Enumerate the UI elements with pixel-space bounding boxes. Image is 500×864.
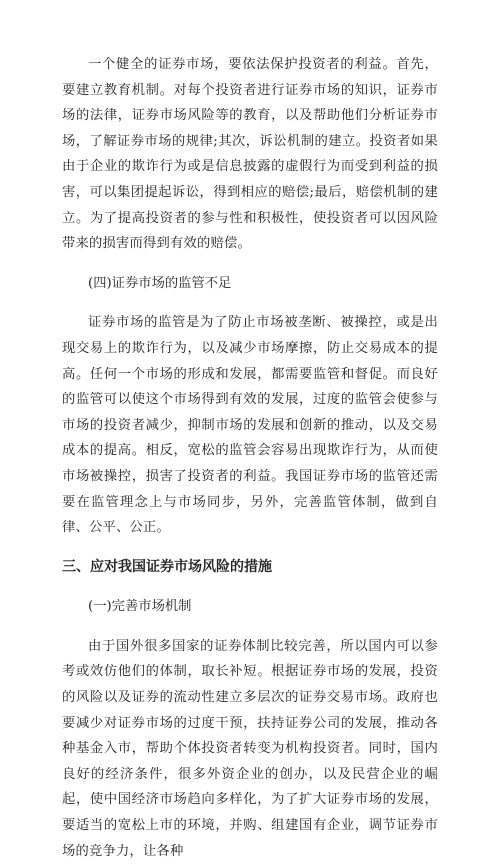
paragraph-gap <box>62 541 438 555</box>
paragraph-gap <box>62 257 438 271</box>
paragraph-market-mechanism: 由于国外很多国家的证券体制比较完善，所以国内可以参考或效仿他们的体制，取长补短。根据证券市场的发展，投资的风险以及证券的流动性建立多层次的证券交易市场。政府也要减少对证券市场的过度干预，扶持证券公司的发展，推动各种基金入市，帮助个体投资者转变为机构投资者。同时，国内良好的经济条件，很多外资企业的创办，以及民营企业的崛起，使中国经济市场趋向多样化，为了扩大证券市场的发展，要适当的宽松上市的环境，并购、组建国有企业，调节证券市场的竞争力，让各种 <box>62 638 438 859</box>
subheading-improve-market-mechanism: (一)完善市场机制 <box>88 599 192 615</box>
subheading-regulation-insufficient: (四)证券市场的监管不足 <box>88 275 232 291</box>
paragraph-gap <box>62 580 438 594</box>
paragraph-regulation: 证券市场的监管是为了防止市场被垄断、被操控，或是出现交易上的欺诈行为，以及减少市场摩擦，防止交易成本的提高。任何一个市场的形成和发展，都需要监管和督促。而良好的监管可以使这个市场得到有效的发展，过度的监管会使参与市场的投资者减少，抑制市场的发展和创新的推动，以及交易成本的提高。相反，宽松的监管会容易出现欺诈行为，从而使市场被操控，损害了投资者的利益。我国证券市场的监管还需要在监管理念上与市场同步，另外，完善监管体制，做到自律、公平、公正。 <box>62 315 438 536</box>
section-heading-measures: 三、应对我国证券市场风险的措施 <box>62 558 272 575</box>
paragraph-investor-protection: 一个健全的证券市场，要依法保护投资者的利益。首先，要建立教育机制。对每个投资者进行证券市场的知识，证券市场的法律，证券市场风险等的教育，以及帮助他们分析证券市场，了解证券市场的规律;其次，诉讼机制的建立。投资者如果由于企业的欺诈行为或是信息披露的虚假行为而受到利益的损害，可以集团提起诉讼，得到相应的赔偿;最后，赔偿机制的建立。为了提高投资者的参与性和积极性，使投资者可以因风险带来的损害而得到有效的赔偿。 <box>62 57 438 252</box>
paragraph-gap <box>62 620 438 634</box>
paragraph-gap <box>62 296 438 310</box>
